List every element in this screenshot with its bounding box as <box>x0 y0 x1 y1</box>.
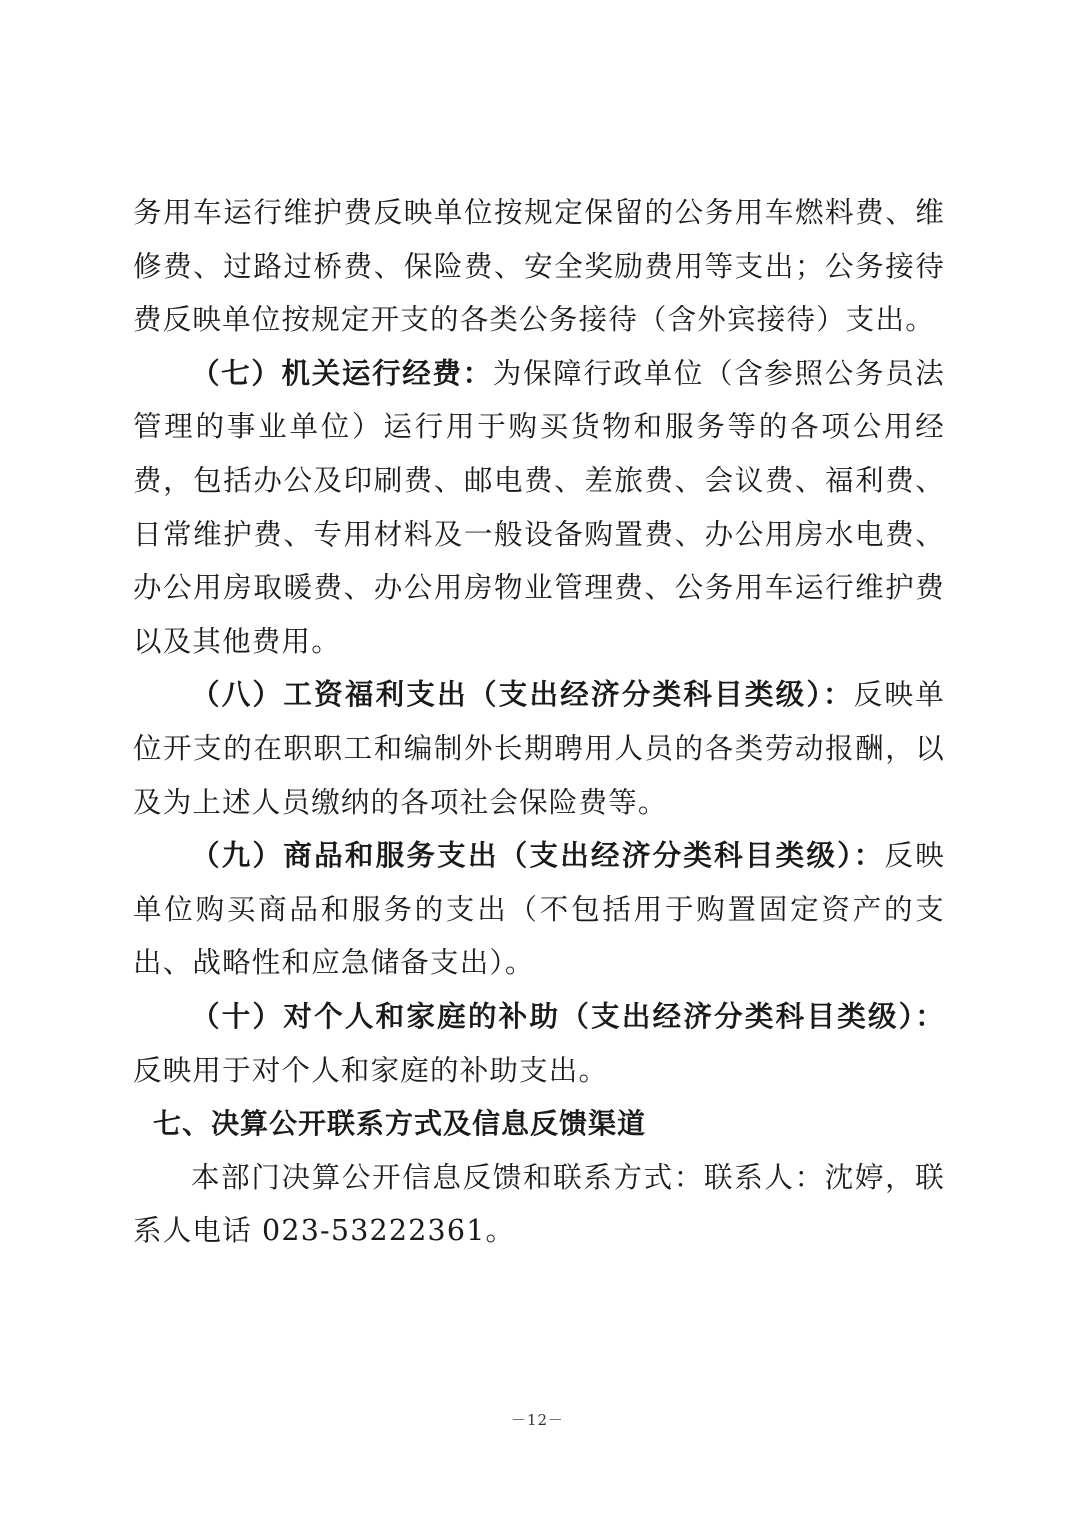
paragraph-lead: （九）商品和服务支出（支出经济分类科目类级）： <box>191 838 885 873</box>
paragraph-text: 为保障行政单位（含参照公务员法管理的事业单位）运行用于购买货物和服务等的各项公用经费，包括办公及印刷费、邮电费、差旅费、会议费、福利费、日常维护费、专用材料及一般设备购置费、办公用房水电费、办公用房取暖费、办公用房物业管理费、公务用车运行维护费以及其他费用。 <box>133 356 945 658</box>
paragraph-text: 反映用于对个人和家庭的补助支出。 <box>133 1053 609 1087</box>
page-number: －12－ <box>510 1411 565 1429</box>
paragraph-lead: （八）工资福利支出（支出经济分类科目类级）： <box>191 677 854 712</box>
paragraph-text: 反映单位开支的在职职工和编制外长期聘用人员的各类劳动报酬，以及为上述人员缴纳的各项社会保险费等。 <box>133 678 945 819</box>
paragraph-lead: （七）机关运行经费： <box>191 355 493 390</box>
paragraph-lead: （十）对个人和家庭的补助（支出经济分类科目类级）： <box>191 998 945 1033</box>
section-heading: 七、决算公开联系方式及信息反馈渠道 <box>153 1107 647 1141</box>
paragraph-item-8 <box>133 668 945 829</box>
paragraph-item-10 <box>133 990 945 1097</box>
paragraph-text: 务用车运行维护费反映单位按规定保留的公务用车燃料费、维修费、过路过桥费、保险费、安全奖励费用等支出；公务接待费反映单位按规定开支的各类公务接待（含外宾接待）支出。 <box>133 196 945 337</box>
paragraph-continuation <box>133 186 945 347</box>
paragraph-item-9 <box>133 829 945 990</box>
paragraph-item-7 <box>133 347 945 669</box>
paragraph-text: 反映单位购买商品和服务的支出（不包括用于购置固定资产的支出、战略性和应急储备支出）。 <box>133 839 945 980</box>
contact-paragraph: 本部门决算公开信息反馈和联系方式：联系人：沈婷，联系人电话 023-53222361。 <box>133 1160 945 1248</box>
document-body <box>133 186 945 1258</box>
